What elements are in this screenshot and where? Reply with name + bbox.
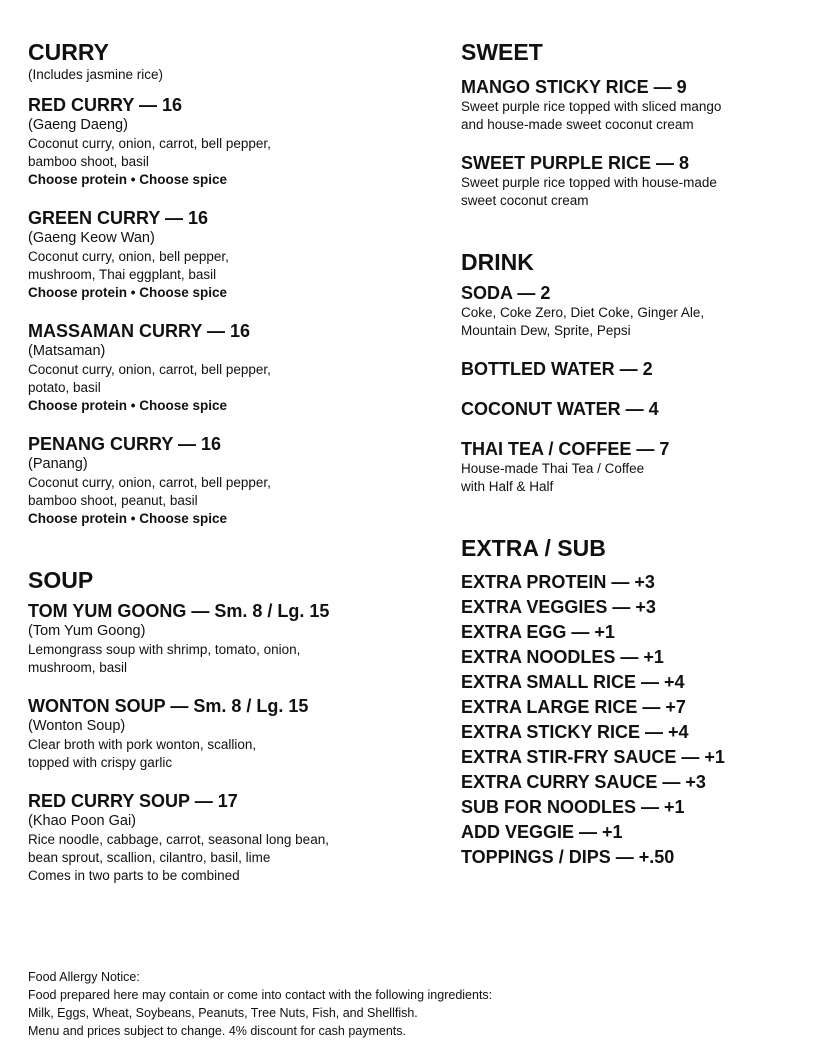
item-name: BOTTLED WATER — 2 xyxy=(461,359,653,379)
description-line: Rice noodle, cabbage, carrot, seasonal long bean, xyxy=(28,832,329,847)
menu-item xyxy=(28,790,428,885)
item-alt-name: (Khao Poon Gai) xyxy=(28,813,137,829)
section-spacer xyxy=(461,514,801,534)
item-description xyxy=(28,641,428,677)
soup-section-title: SOUP xyxy=(28,567,94,593)
item-name: COCONUT WATER — 4 xyxy=(461,399,659,419)
description-line: House-made Thai Tea / Coffee xyxy=(461,461,645,476)
description-line: mushroom, Thai eggplant, basil xyxy=(28,267,217,282)
soup-section xyxy=(28,566,428,885)
menu-item xyxy=(461,152,801,210)
item-name: PENANG CURRY — 16 xyxy=(28,434,222,454)
item-description xyxy=(461,460,801,496)
menu-item xyxy=(461,358,801,380)
description-line: mushroom, basil xyxy=(28,660,128,675)
menu-item xyxy=(461,398,801,420)
allergy-notice xyxy=(28,968,492,1040)
item-description xyxy=(461,304,801,340)
extra-item: ADD VEGGIE — +1 xyxy=(461,822,623,842)
allergy-notice-line: Food prepared here may contain or come into contact with the following ingredients: xyxy=(28,988,493,1002)
menu-item xyxy=(28,320,428,415)
curry-section-note: (Includes jasmine rice) xyxy=(28,67,164,82)
description-line: Clear broth with pork wonton, scallion, xyxy=(28,737,257,752)
menu-item xyxy=(28,433,428,528)
menu-item xyxy=(28,695,428,772)
item-name: THAI TEA / COFFEE — 7 xyxy=(461,439,670,459)
curry-section xyxy=(28,38,428,528)
description-line: topped with crispy garlic xyxy=(28,755,173,770)
item-description xyxy=(28,474,428,510)
description-line: Coconut curry, onion, bell pepper, xyxy=(28,249,229,264)
item-name: RED CURRY SOUP — 17 xyxy=(28,791,238,811)
description-line: bamboo shoot, peanut, basil xyxy=(28,493,198,508)
extra-item: EXTRA SMALL RICE — +4 xyxy=(461,672,685,692)
menu-item xyxy=(28,207,428,302)
extra-section xyxy=(461,534,801,870)
item-name: WONTON SOUP — Sm. 8 / Lg. 15 xyxy=(28,696,309,716)
description-line: Coconut curry, onion, carrot, bell pepper, xyxy=(28,362,271,377)
description-line: Coconut curry, onion, carrot, bell pepper, xyxy=(28,475,271,490)
extra-item: SUB FOR NOODLES — +1 xyxy=(461,797,685,817)
item-name: MANGO STICKY RICE — 9 xyxy=(461,77,687,97)
sweet-section-title: SWEET xyxy=(461,39,543,65)
menu-item xyxy=(461,76,801,134)
description-line: Lemongrass soup with shrimp, tomato, onion, xyxy=(28,642,301,657)
left-column xyxy=(28,38,428,903)
curry-section-title: CURRY xyxy=(28,39,109,65)
extra-item: EXTRA LARGE RICE — +7 xyxy=(461,697,686,717)
item-description xyxy=(461,174,801,210)
menu-item xyxy=(28,94,428,189)
description-line: Coke, Coke Zero, Diet Coke, Ginger Ale, xyxy=(461,305,705,320)
item-name: GREEN CURRY — 16 xyxy=(28,208,209,228)
drink-section xyxy=(461,248,801,496)
item-description xyxy=(461,98,801,134)
extra-item: EXTRA NOODLES — +1 xyxy=(461,647,664,667)
item-options: Choose protein • Choose spice xyxy=(28,511,228,526)
allergy-notice-heading: Food Allergy Notice: xyxy=(28,970,140,984)
description-line: Mountain Dew, Sprite, Pepsi xyxy=(461,323,631,338)
item-name: RED CURRY — 16 xyxy=(28,95,183,115)
sweet-section xyxy=(461,38,801,210)
description-line: with Half & Half xyxy=(461,479,554,494)
extra-item: EXTRA EGG — +1 xyxy=(461,622,615,642)
description-line: bamboo shoot, basil xyxy=(28,154,149,169)
item-description xyxy=(28,135,428,171)
extra-item: EXTRA VEGGIES — +3 xyxy=(461,597,656,617)
pricing-notice-line: Menu and prices subject to change. 4% discount for cash payments. xyxy=(28,1024,406,1038)
item-description xyxy=(28,361,428,397)
item-name: TOM YUM GOONG — Sm. 8 / Lg. 15 xyxy=(28,601,330,621)
extra-section-title: EXTRA / SUB xyxy=(461,535,606,561)
item-name: SODA — 2 xyxy=(461,283,551,303)
extra-item: TOPPINGS / DIPS — +.50 xyxy=(461,847,675,867)
extra-item: EXTRA STIR-FRY SAUCE — +1 xyxy=(461,747,725,767)
extra-list xyxy=(461,570,801,870)
extra-item: EXTRA CURRY SAUCE — +3 xyxy=(461,772,706,792)
description-line: potato, basil xyxy=(28,380,101,395)
menu-item xyxy=(28,600,428,677)
item-name: MASSAMAN CURRY — 16 xyxy=(28,321,251,341)
extra-item: EXTRA PROTEIN — +3 xyxy=(461,572,655,592)
menu-item xyxy=(461,438,801,496)
description-line: and house-made sweet coconut cream xyxy=(461,117,694,132)
item-options: Choose protein • Choose spice xyxy=(28,285,228,300)
description-line: bean sprout, scallion, cilantro, basil, lime xyxy=(28,850,271,865)
allergy-notice-line: Milk, Eggs, Wheat, Soybeans, Peanuts, Tree Nuts, Fish, and Shellfish. xyxy=(28,1006,418,1020)
item-alt-name: (Panang) xyxy=(28,456,88,472)
item-options: Choose protein • Choose spice xyxy=(28,172,228,187)
description-line: Sweet purple rice topped with house-made xyxy=(461,175,717,190)
extra-item: EXTRA STICKY RICE — +4 xyxy=(461,722,689,742)
item-description xyxy=(28,248,428,284)
item-description xyxy=(28,736,428,772)
item-alt-name: (Tom Yum Goong) xyxy=(28,623,146,639)
section-spacer xyxy=(28,546,428,566)
description-line: sweet coconut cream xyxy=(461,193,589,208)
section-spacer xyxy=(461,228,801,248)
item-options: Choose protein • Choose spice xyxy=(28,398,228,413)
item-name: SWEET PURPLE RICE — 8 xyxy=(461,153,690,173)
description-line: Sweet purple rice topped with sliced mango xyxy=(461,99,722,114)
item-alt-name: (Gaeng Keow Wan) xyxy=(28,230,155,246)
description-line: Comes in two parts to be combined xyxy=(28,868,240,883)
item-description xyxy=(28,831,428,885)
description-line: Coconut curry, onion, carrot, bell pepper, xyxy=(28,136,271,151)
drink-section-title: DRINK xyxy=(461,249,534,275)
menu-item xyxy=(461,282,801,340)
item-alt-name: (Matsaman) xyxy=(28,343,106,359)
item-alt-name: (Wonton Soup) xyxy=(28,718,126,734)
item-alt-name: (Gaeng Daeng) xyxy=(28,117,128,133)
right-column xyxy=(461,38,801,870)
